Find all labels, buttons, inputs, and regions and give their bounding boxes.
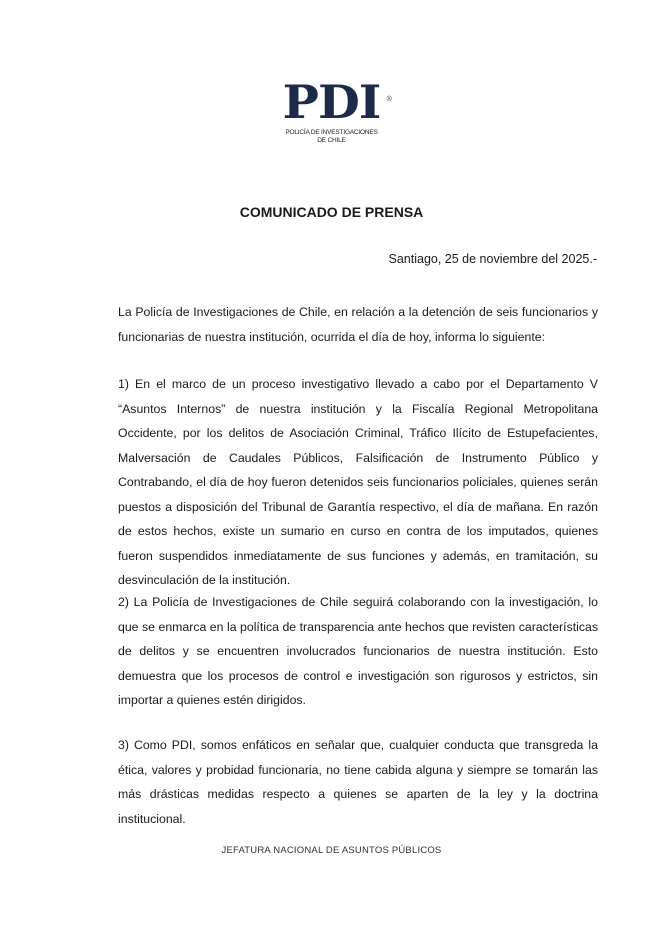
document-title: COMUNICADO DE PRENSA (239, 204, 424, 220)
point-2-paragraph: 2) La Policía de Investigaciones de Chile seguirá colaborando con la investigación, lo que se enmarca en la política de transparencia ante hechos que revisten características de delitos y se encuentren involucrados funcionarios de nuestra institución. Esto demuestra que los procesos de control e investigación son rigurosos y estrictos, sin importar a quienes estén dirigidos. (118, 595, 598, 707)
pdi-logo-mark (282, 75, 391, 129)
document-footer-signature: JEFATURA NACIONAL DE ASUNTOS PÚBLICOS (221, 845, 442, 856)
logo-subtitle-line-2: DE CHILE (317, 137, 346, 144)
intro-paragraph: La Policía de Investigaciones de Chile, en relación a la detención de seis funcionarios y funcionarias de nuestra institución, ocurrida el día de hoy, informa lo siguiente: (118, 305, 598, 344)
pdi-logo-text: PDI (282, 75, 381, 129)
point-1-paragraph: 1) En el marco de un proceso investigativo llevado a cabo por el Departamento V “Asuntos Internos” de nuestra institución y la Fiscalía Regional Metropolitana Occidente, por los delitos de Asociación Criminal, Tráfico Ilícito de Estupefacientes, Malversación de Caudales Públicos, Falsificación de Instrumento Público y Contrabando, el día de hoy fueron detenidos seis funcionarios policiales, quienes serán puestos a disposición del Tribunal de Garantía respectivo, el día de mañana. En razón de estos hechos, existe un sumario en curso en contra de los imputados, quienes fueron suspendidos inmediatamente de sus funciones y además, en tramitación, su desvinculación de la institución. (118, 377, 598, 587)
point-3-paragraph: 3) Como PDI, somos enfáticos en señalar que, cualquier conducta que transgreda la ética, valores y probidad funcionaria, no tiene cabida alguna y siempre se tomarán las más drásticas medidas respecto a quienes se aparten de la ley y la doctrina institucional. (118, 738, 598, 826)
registered-trademark-icon: ® (386, 96, 391, 103)
logo-subtitle-line-1: POLICÍA DE INVESTIGACIONES (285, 129, 378, 136)
document-date: Santiago, 25 de noviembre del 2025.- (388, 252, 597, 266)
pdi-logo (0, 75, 663, 145)
pdi-logo-subtitle (0, 129, 663, 145)
